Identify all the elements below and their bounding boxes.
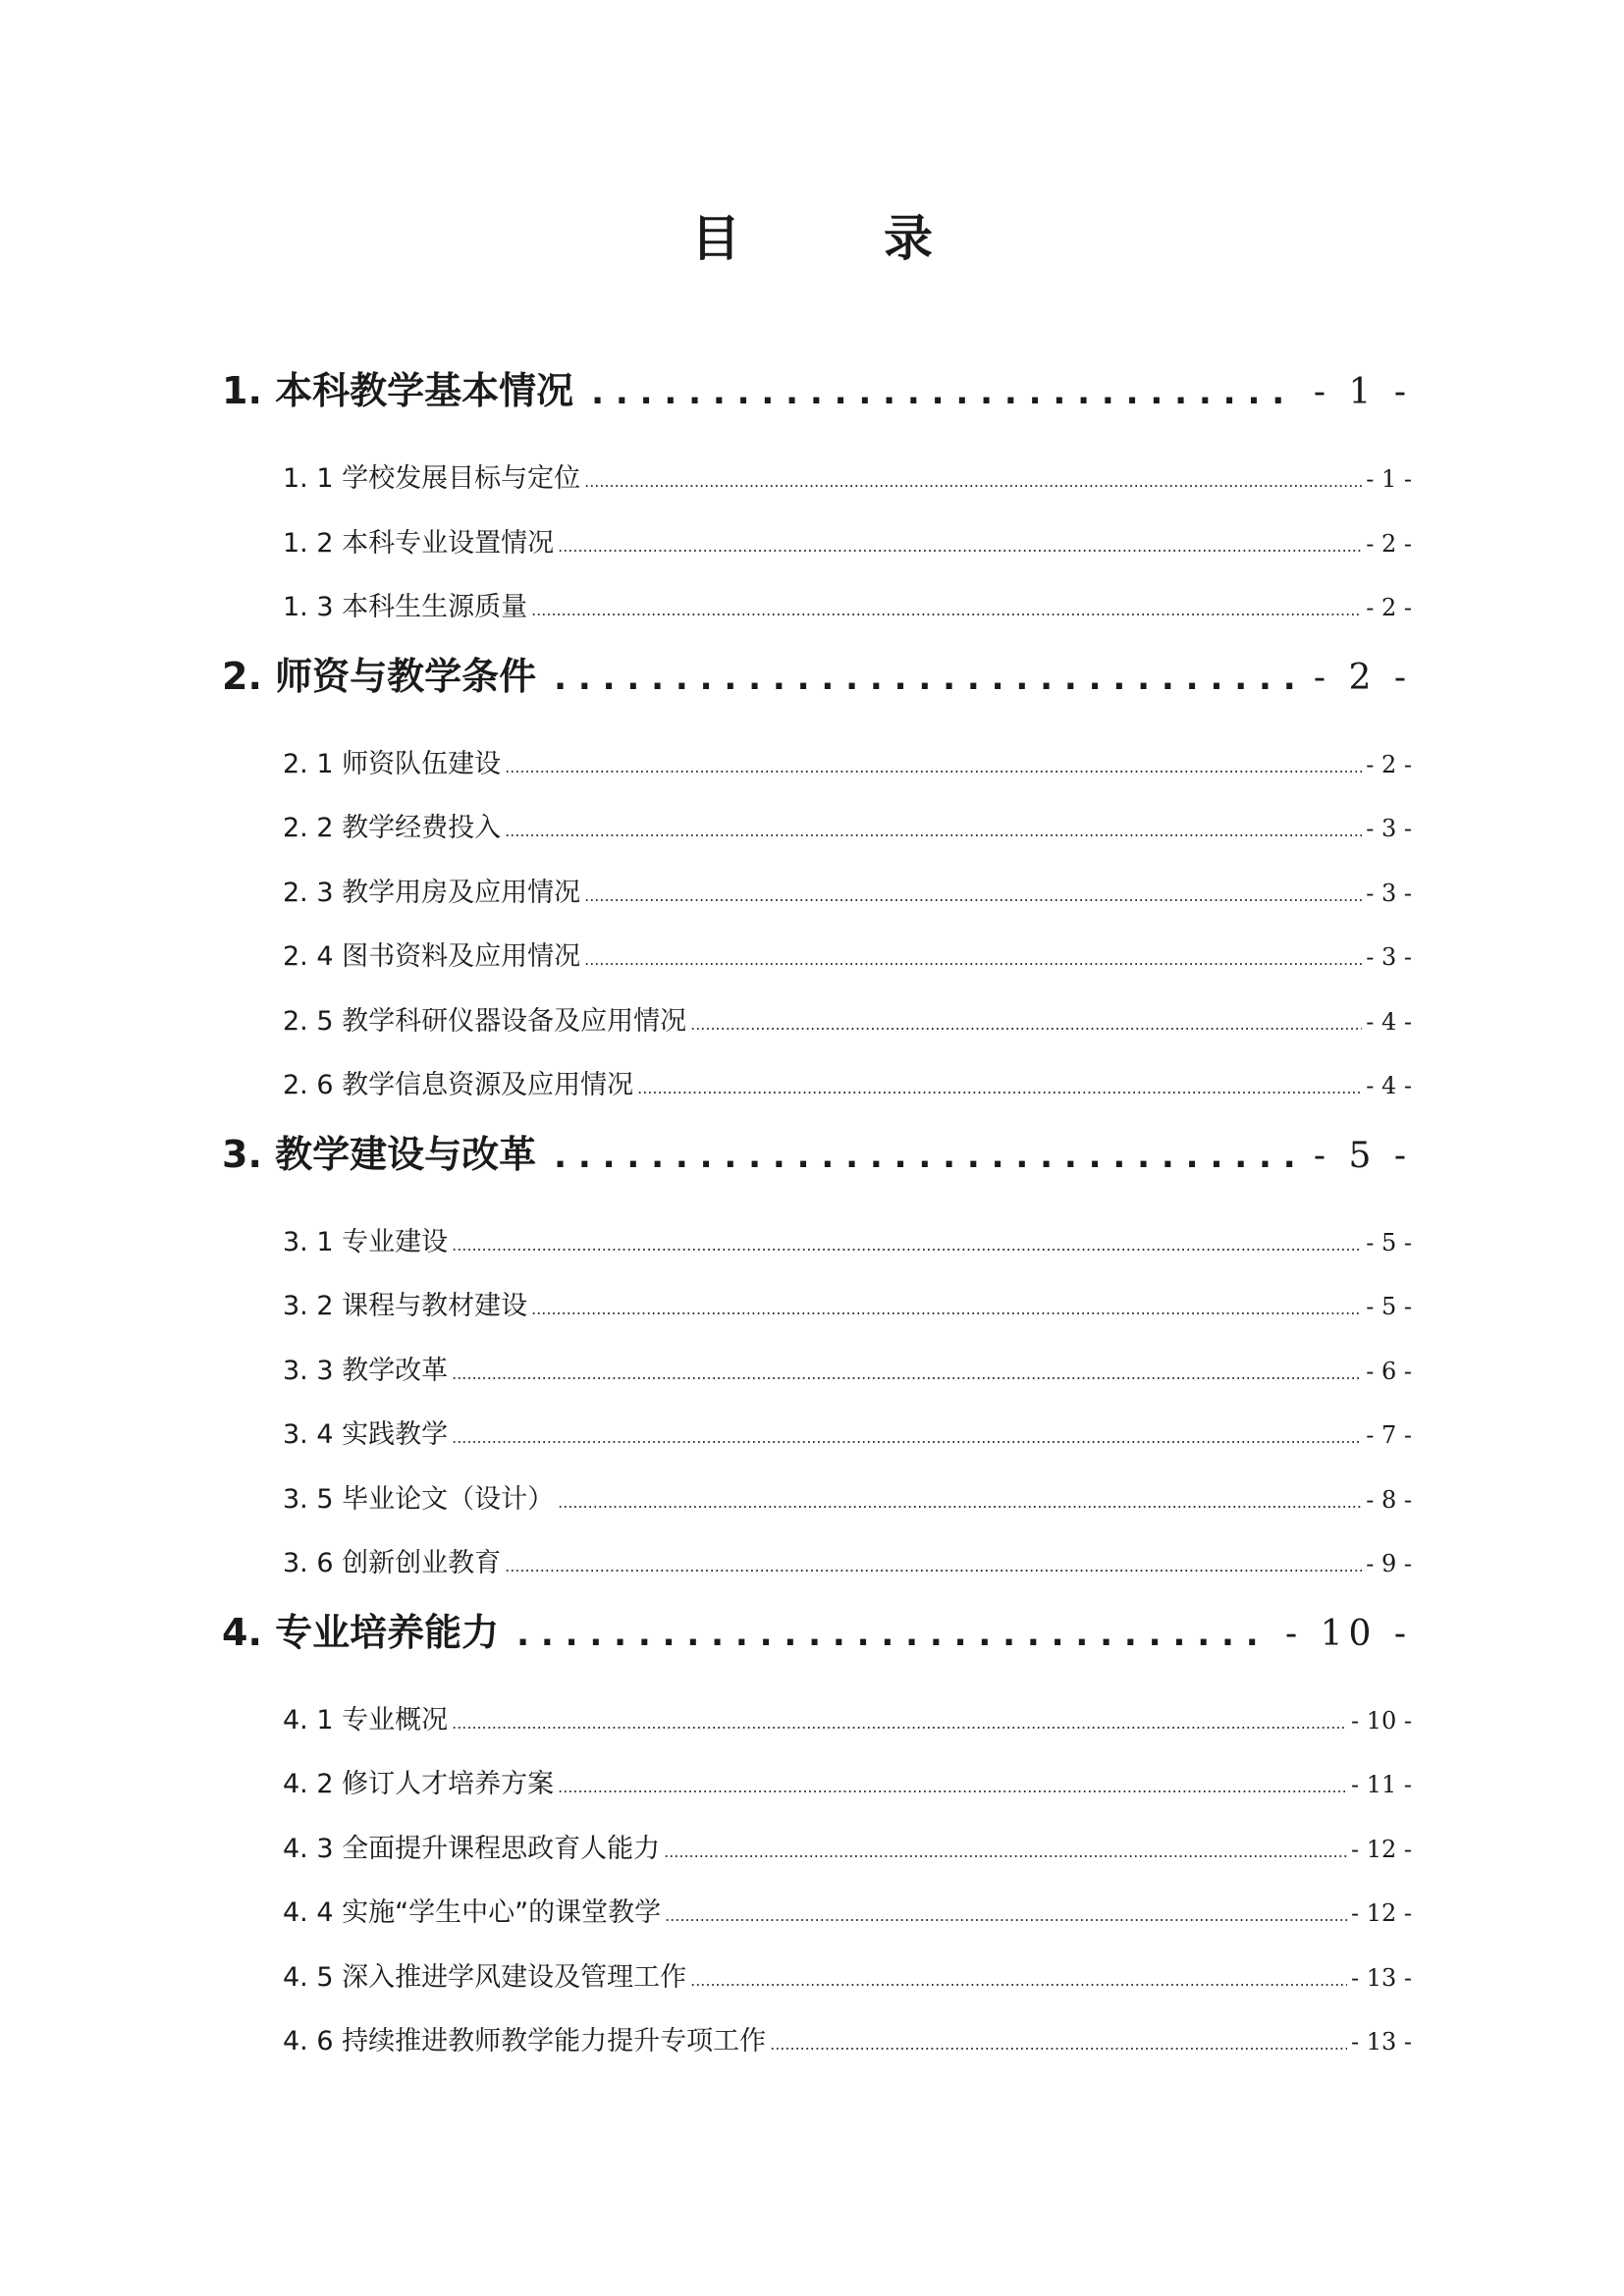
toc-page-number: - 2 - (1366, 750, 1412, 778)
toc-label: 3. 1 专业建设 (283, 1226, 449, 1257)
toc-page-number: - 3 - (1366, 943, 1412, 971)
toc-entry-4-1[interactable] (222, 1687, 1412, 1752)
toc-page-number: - 1 - (1366, 465, 1412, 493)
toc-page-number: - 10 - (1350, 1706, 1412, 1735)
toc-page-number: - 13 - (1350, 2028, 1412, 2056)
toc-page-number: - 3 - (1366, 879, 1412, 907)
toc-label: 3. 6 创新创业教育 (283, 1548, 502, 1578)
toc-label: 4. 3 全面提升课程思政育人能力 (283, 1833, 661, 1864)
toc-label: 2. 师资与教学条件 (222, 654, 537, 698)
toc-entry-3-2[interactable] (222, 1273, 1412, 1338)
toc-page-number: - 7 - (1366, 1421, 1412, 1449)
toc-entry-4-3[interactable] (222, 1816, 1412, 1881)
toc-entry-4-4[interactable] (222, 1880, 1412, 1945)
dot-leader (531, 593, 1362, 628)
dot-leader (505, 1549, 1362, 1584)
toc-page-number: - 12 - (1350, 1835, 1412, 1863)
page-title: 目 录 (691, 210, 980, 267)
toc-page-number: - 1 - (1313, 372, 1412, 412)
dot-leader (690, 1963, 1347, 1999)
toc-entry-4-5[interactable] (222, 1945, 1412, 2009)
toc-page-number: - 5 - (1313, 1135, 1412, 1176)
dot-leader (554, 1133, 1296, 1180)
toc-page-number: - 2 - (1366, 529, 1412, 558)
toc-label: 2. 6 教学信息资源及应用情况 (283, 1070, 634, 1100)
toc-entry-4-6[interactable] (222, 2008, 1412, 2073)
toc-label: 2. 1 师资队伍建设 (283, 748, 502, 779)
dot-leader (664, 1835, 1347, 1870)
toc-label: 3. 教学建设与改革 (222, 1132, 537, 1176)
toc-label: 3. 2 课程与教材建设 (283, 1291, 528, 1321)
dot-leader (554, 655, 1296, 702)
toc-label: 1. 3 本科生生源质量 (283, 592, 528, 622)
dot-leader (584, 942, 1362, 978)
toc-entry-4-2[interactable] (222, 1751, 1412, 1816)
dot-leader (516, 1611, 1268, 1658)
toc-page-number: - 5 - (1366, 1228, 1412, 1256)
toc-page-number: - 12 - (1350, 1899, 1412, 1927)
toc-entry-2-6[interactable] (222, 1052, 1412, 1117)
toc-entry-2-5[interactable] (222, 988, 1412, 1053)
table-of-contents (222, 353, 1412, 2073)
toc-label: 3. 3 教学改革 (283, 1355, 449, 1386)
toc-entry-1-1[interactable] (222, 446, 1412, 510)
dot-leader (452, 1228, 1362, 1263)
dot-leader (690, 1007, 1362, 1042)
toc-label: 3. 5 毕业论文（设计） (283, 1483, 555, 1515)
toc-entry-3-1[interactable] (222, 1209, 1412, 1274)
toc-label: 4. 专业培养能力 (222, 1610, 500, 1654)
toc-label: 2. 4 图书资料及应用情况 (283, 941, 581, 972)
toc-page-number: - 6 - (1366, 1357, 1412, 1385)
toc-entry-3[interactable] (222, 1117, 1412, 1209)
toc-page-number: - 11 - (1350, 1771, 1412, 1798)
toc-entry-2-4[interactable] (222, 924, 1412, 988)
toc-entry-2[interactable] (222, 639, 1412, 731)
dot-leader (505, 814, 1362, 849)
dot-leader (770, 2027, 1347, 2062)
toc-page-number: - 2 - (1313, 657, 1412, 698)
dot-leader (591, 369, 1296, 416)
toc-entry-3-5[interactable] (222, 1467, 1412, 1531)
toc-page-number: - 3 - (1366, 815, 1412, 842)
dot-leader (584, 879, 1362, 914)
toc-page-number: - 10 - (1284, 1613, 1412, 1654)
dot-leader (558, 1770, 1347, 1805)
toc-label: 1. 1 学校发展目标与定位 (283, 463, 581, 494)
toc-page-number: - 8 - (1366, 1485, 1412, 1514)
toc-label: 2. 3 教学用房及应用情况 (283, 877, 581, 908)
toc-label: 1. 2 本科专业设置情况 (283, 527, 555, 559)
dot-leader (637, 1071, 1362, 1106)
toc-page-number: - 2 - (1366, 594, 1412, 621)
toc-page-number: - 4 - (1366, 1007, 1412, 1036)
toc-label: 4. 4 实施“学生中心”的课堂教学 (283, 1897, 662, 1928)
dot-leader (452, 1357, 1362, 1392)
dot-leader (452, 1420, 1362, 1456)
toc-entry-4[interactable] (222, 1595, 1412, 1687)
toc-entry-3-3[interactable] (222, 1338, 1412, 1403)
toc-page-number: - 13 - (1350, 1963, 1412, 1992)
dot-leader (505, 750, 1362, 785)
toc-entry-2-1[interactable] (222, 731, 1412, 796)
toc-label: 4. 2 修订人才培养方案 (283, 1769, 555, 1799)
toc-entry-2-2[interactable] (222, 795, 1412, 860)
toc-label: 2. 2 教学经费投入 (283, 813, 502, 843)
toc-entry-1-2[interactable] (222, 510, 1412, 575)
dot-leader (665, 1898, 1347, 1934)
toc-label: 2. 5 教学科研仪器设备及应用情况 (283, 1005, 687, 1037)
toc-page-number: - 5 - (1366, 1293, 1412, 1320)
dot-leader (558, 1485, 1362, 1521)
dot-leader (558, 529, 1362, 564)
toc-entry-1[interactable] (222, 353, 1412, 446)
toc-entry-1-3[interactable] (222, 574, 1412, 639)
toc-entry-3-4[interactable] (222, 1402, 1412, 1467)
toc-label: 4. 5 深入推进学风建设及管理工作 (283, 1961, 687, 1993)
toc-label: 4. 6 持续推进教师教学能力提升专项工作 (283, 2026, 767, 2056)
toc-entry-2-3[interactable] (222, 860, 1412, 925)
toc-entry-3-6[interactable] (222, 1530, 1412, 1595)
toc-label: 1. 本科教学基本情况 (222, 369, 574, 412)
toc-page-number: - 4 - (1366, 1072, 1412, 1099)
dot-leader (584, 464, 1362, 500)
toc-label: 3. 4 实践教学 (283, 1419, 449, 1450)
toc-page-number: - 9 - (1366, 1550, 1412, 1577)
toc-label: 4. 1 专业概况 (283, 1704, 449, 1735)
dot-leader (452, 1706, 1347, 1741)
dot-leader (531, 1292, 1362, 1327)
